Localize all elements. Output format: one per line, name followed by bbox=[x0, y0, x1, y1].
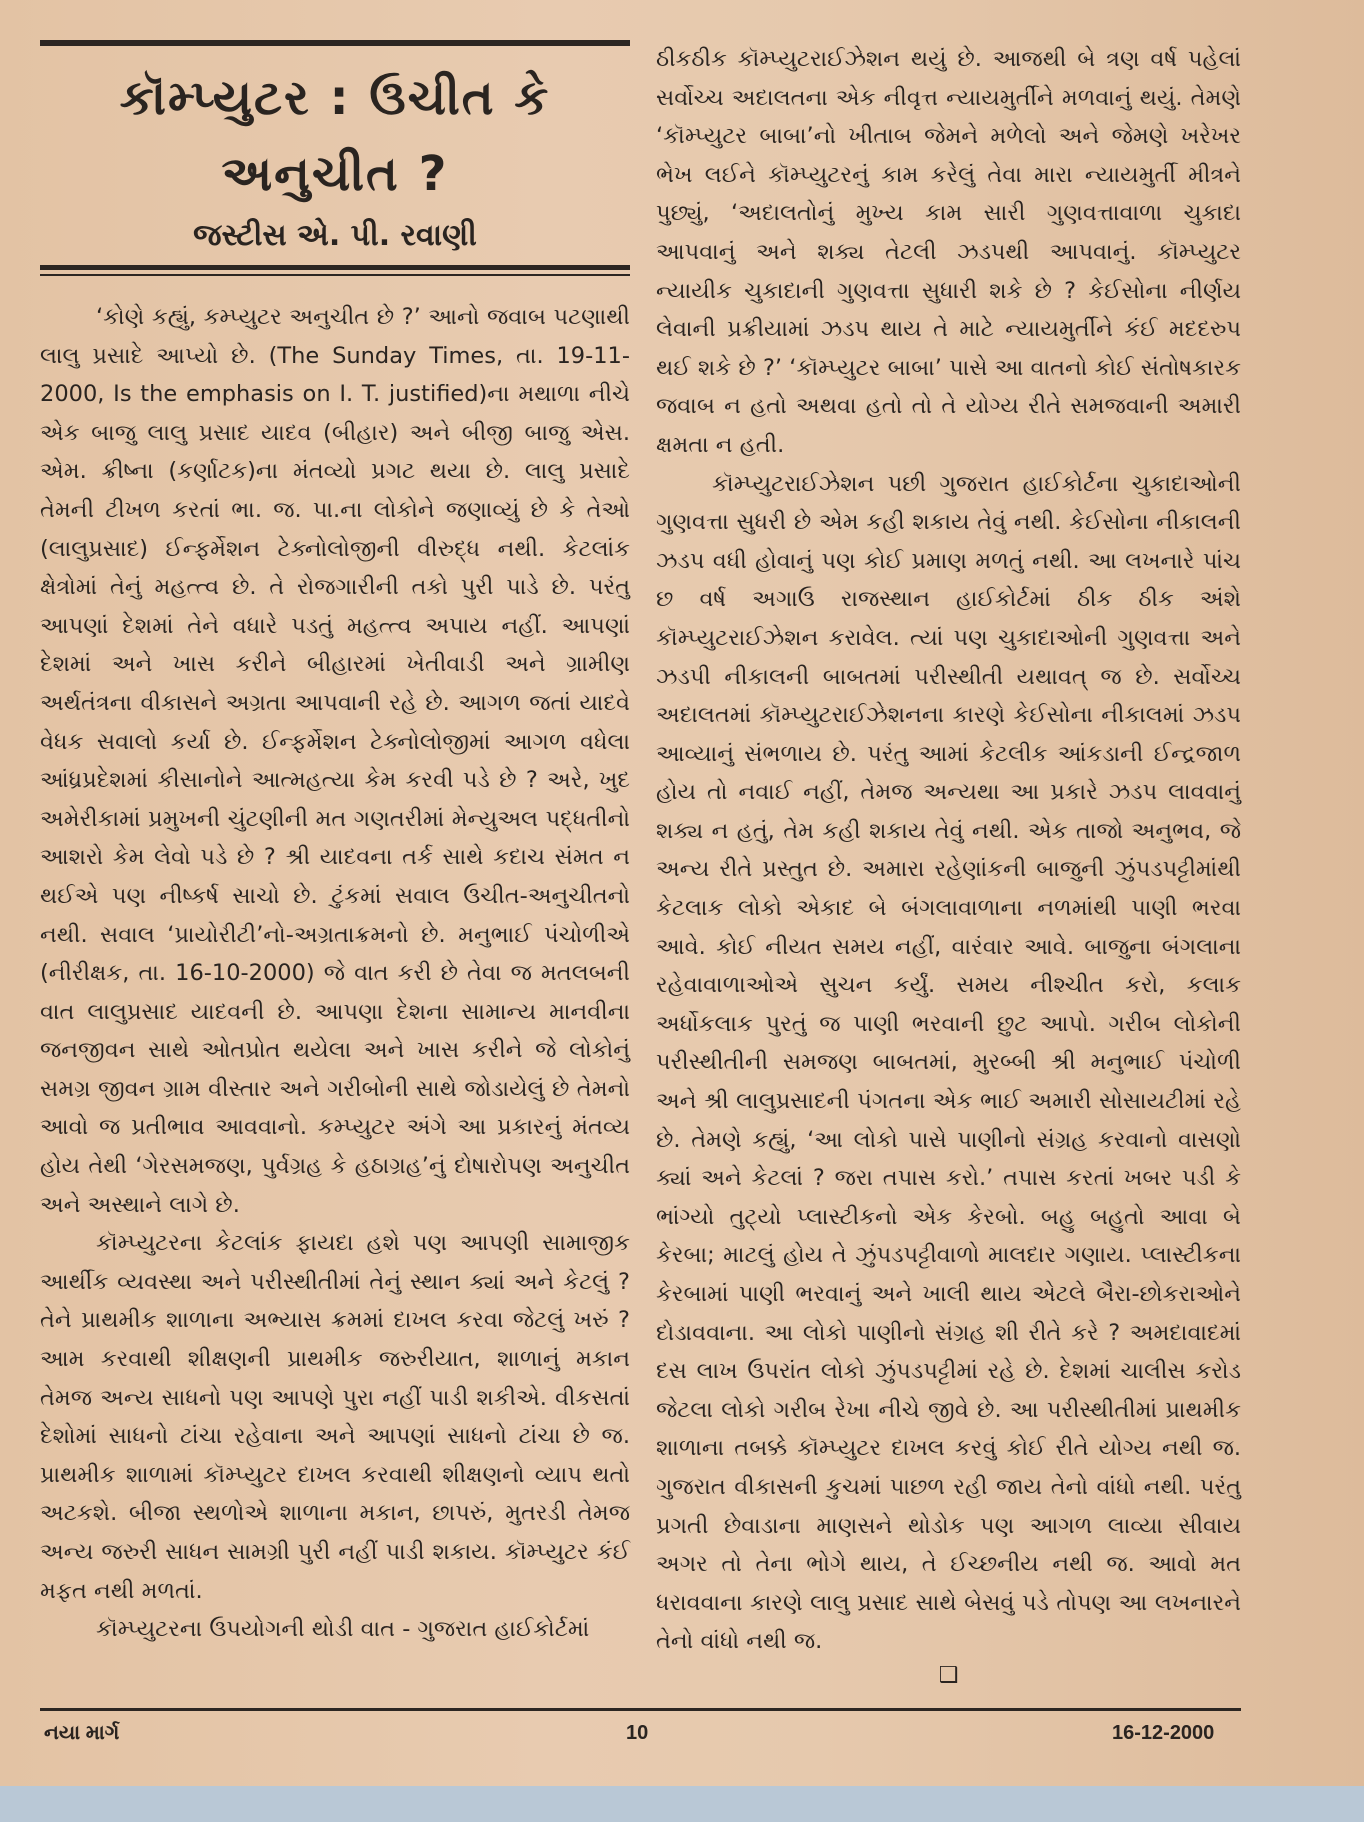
scan-bottom-band bbox=[0, 1786, 1364, 1822]
footer-page-number: 10 bbox=[626, 1722, 649, 1744]
author-rule-thick bbox=[40, 265, 630, 270]
footer-publication: નયા માર્ગ bbox=[44, 1722, 120, 1744]
article-title-line-1: કૉમ્પ્યુટર : ઉચીત કે bbox=[119, 70, 551, 126]
left-paragraph-3: કૉમ્પ્યુટરના ઉપયોગની થોડી વાત - ગુજરાત હાઈકોર્ટમાં bbox=[96, 1616, 590, 1643]
right-paragraph-2: કૉમ્પ્યુટરાઈઝેશન પછી ગુજરાત હાઈકોર્ટના ચુકાદાઓની ગુણવત્તા સુધરી છે એમ કહી શકાય તેવું નથી. કેઈસોના નીકાલની ઝડપ વધી હોવાનું પણ કોઈ પ્રમાણ મળતું નથી. આ લખનારે પાંચ છ વર્ષ અગાઉ રાજસ્થાન હાઈકોર્ટમાં ઠીક ઠીક અંશે કૉમ્પ્યુટરાઈઝેશન કરાવેલ. ત્યાં પણ ચુકાદાઓની ગુણવત્તા અને ઝડપી નીકાલની બાબતમાં પરીસ્થીતી યથાવત્ જ છે. સર્વોચ્ચ અદાલતમાં કૉમ્પ્યુટરાઈઝેશનના કારણે કેઈસોના નીકાલમાં ઝડપ આવ્યાનું સંભળાય છે. પરંતુ આમાં કેટલીક આંકડાની ઈન્દ્રજાળ હોય તો નવાઈ નહીં, તેમજ અન્યથા આ પ્રકારે ઝડપ લાવવાનું શક્ય ન હતું, તેમ કહી શકાય તેવું નથી. એક તાજો અનુભવ, જે અન્ય રીતે પ્રસ્તુત છે. અમારા રહેણાંકની બાજુની ઝુંપડપટ્ટીમાંથી કેટલાક લોકો એકાદ બે બંગલાવાળાના નળમાંથી પાણી ભરવા આવે. કોઈ નીયત સમય નહીં, વારંવાર આવે. બાજુના બંગલાના રહેવાવાળાઓએ સુચન કર્યું. સમય નીશ્ચીત કરો, કલાક અર્ધોકલાક પુરતું જ પાણી ભરવાની છુટ આપો. ગરીબ લોકોની પરીસ્થીતીની સમજણ બાબતમાં, મુરબ્બી શ્રી મનુભાઈ પંચોળી અને શ્રી લાલુપ્રસાદની પંગતના એક ભાઈ અમારી સોસાયટીમાં રહે છે. તેમણે કહ્યું, ‘આ લોકો પાસે પાણીનો સંગ્રહ કરવાનો વાસણો ક્યાં અને કેટલાં ? જરા તપાસ કરો.’ તપાસ કરતાં ખબર પડી કે ભાંગ્યો તુટ્યો પ્લાસ્ટીકનો એક કેરબો. બહુ બહુતો આવા બે કેરબા; માટલું હોય તે ઝુંપડપટ્ટીવાળો માલદાર ગણાય. પ્લાસ્ટીકના કેરબામાં પાણી ભરવાનું અને ખાલી થાય એટલે બૈરા-છોકરાઓને દોડાવવાના. આ લોકો પાણીનો સંગ્રહ શી રીતે કરે ? અમદાવાદમાં દસ લાખ ઉપરાંત લોકો ઝુંપડપટ્ટીમાં રહે છે. દેશમાં ચાલીસ કરોડ જેટલા લોકો ગરીબ રેખા નીચે જીવે છે. આ પરીસ્થીતીમાં પ્રાથમીક શાળાના તબક્કે કૉમ્પ્યુટર દાખલ કરવું કોઈ રીતે યોગ્ય નથી જ. ગુજરાત વીકાસની કુચમાં પાછળ રહી જાય તેનો વાંધો નથી. પરંતુ પ્રગતી છેવાડાના માણસને થોડોક પણ આગળ લાવ્યા સીવાય અગર તો તેના ભોગે થાય, તે ઈચ્છનીય નથી જ. આવો મત ધરાવવાના કારણે લાલુ પ્રસાદ સાથે બેસવું પડે તોપણ આ લખનારને તેનો વાંધો નથી જ. bbox=[656, 470, 1241, 1655]
left-paragraph-2: કૉમ્પ્યુટરના કેટલાંક ફાયદા હશે પણ આપણી સામાજીક આર્થીક વ્યવસ્થા અને પરીસ્થીતીમાં તેનું સ્થાન ક્યાં અને કેટલું ? તેને પ્રાથમીક શાળાના અભ્યાસ ક્રમમાં દાખલ કરવા જેટલું ખરું ? આમ કરવાથી શીક્ષણની પ્રાથમીક જરુરીયાત, શાળાનું મકાન તેમજ અન્ય સાધનો પણ આપણે પુરા નહીં પાડી શકીએ. વીકસતાં દેશોમાં સાધનો ટાંચા રહેવાના અને આપણાં સાધનો ટાંચા છે જ. પ્રાથમીક શાળામાં કૉમ્પ્યુટર દાખલ કરવાથી શીક્ષણનો વ્યાપ થતો અટકશે. બીજા સ્થળોએ શાળાના મકાન, છાપરું, મુતરડી તેમજ અન્ય જરુરી સાધન સામગ્રી પુરી નહીં પાડી શકાય. કૉમ્પ્યુટર કંઈ મફત નથી મળતાં. bbox=[40, 1230, 630, 1604]
right-paragraph-1: ઠીકઠીક કૉમ્પ્યુટરાઈઝેશન થયું છે. આજથી બે ત્રણ વર્ષ પહેલાં સર્વોચ્ચ અદાલતના એક નીવૃત્ત ન્યાયમુર્તીને મળવાનું થયું. તેમણે ‘કૉમ્પ્યુટર બાબા’નો ખીતાબ જેમને મળેલો અને જેમણે ખરેખર ભેખ લઈને કૉમ્પ્યુટરનું કામ કરેલું તેવા મારા ન્યાયમુર્તી મીત્રને પુછ્યું, ‘અદાલતોનું મુખ્ય કામ સારી ગુણવત્તાવાળા ચુકાદા આપવાનું અને શક્ય તેટલી ઝડપથી આપવાનું. કૉમ્પ્યુટર ન્યાયીક ચુકાદાની ગુણવત્તા સુધારી શકે છે ? કેઈસોના નીર્ણય લેવાની પ્રક્રીયામાં ઝડપ થાય તે માટે ન્યાયમુર્તીને કંઈ મદદરુપ થઈ શકે છે ?’ ‘કૉમ્પ્યુટર બાબા’ પાસે આ વાતનો કોઈ સંતોષકારક જવાબ ન હતો અથવા હતો તો તે યોગ્ય રીતે સમજવાની અમારી ક્ષમતા ન હતી. bbox=[656, 46, 1241, 458]
article-title-line-2: અનુચીત ? bbox=[221, 146, 449, 202]
article-end-mark: ❑ bbox=[938, 1662, 959, 1688]
author-rule-thin bbox=[40, 274, 630, 276]
footer-rule bbox=[40, 1708, 1241, 1711]
left-paragraph-1: ‘કોણે કહ્યું, કમ્પ્યુટર અનુચીત છે ?’ આનો જવાબ પટણાથી લાલુ પ્રસાદે આપ્યો છે. (The Sunday Times, તા. 19-11-2000, Is the emphasis on I. T. justified)ના મથાળા નીચે એક બાજુ લાલુ પ્રસાદ યાદવ (બીહાર) અને બીજી બાજુ એસ. એમ. ક્રીષ્ના (કર્ણાટક)ના મંતવ્યો પ્રગટ થયા છે. લાલુ પ્રસાદે તેમની ટીખળ કરતાં ભા. જ. પા.ના લોકોને જણાવ્યું છે કે તેઓ (લાલુપ્રસાદ) ઈન્ફર્મેશન ટેક્નોલોજીની વીરુદ્ધ નથી. કેટલાંક ક્ષેત્રોમાં તેનું મહત્ત્વ છે. તે રોજગારીની તકો પુરી પાડે છે. પરંતુ આપણાં દેશમાં તેને વધારે પડતું મહત્ત્વ અપાય નહીં. આપણાં દેશમાં અને ખાસ કરીને બીહારમાં ખેતીવાડી અને ગ્રામીણ અર્થતંત્રના વીકાસને અગ્રતા આપવાની રહે છે. આગળ જતાં યાદવે વેધક સવાલો કર્યા છે. ઈન્ફર્મેશન ટેક્નોલોજીમાં આગળ વધેલા આંધ્રપ્રદેશમાં કીસાનોને આત્મહત્યા કેમ કરવી પડે છે ? અરે, ખુદ અમેરીકામાં પ્રમુખની ચુંટણીની મત ગણતરીમાં મેન્યુઅલ પદ્ધતીનો આશરો કેમ લેવો પડે છે ? શ્રી યાદવના તર્ક સાથે કદાચ સંમત ન થઈએ પણ નીષ્કર્ષ સાચો છે. ટુંકમાં સવાલ ઉચીત-અનુચીતનો નથી. સવાલ ‘પ્રાયોરીટી’નો-અગ્રતાક્રમનો છે. મનુભાઈ પંચોળીએ (નીરીક્ષક, તા. 16-10-2000) જે વાત કરી છે તેવા જ મતલબની વાત લાલુપ્રસાદ યાદવની છે. આપણા દેશના સામાન્ય માનવીના જનજીવન સાથે ઓતપ્રોત થયેલા અને ખાસ કરીને જે લોકોનું સમગ્ર જીવન ગ્રામ વીસ્તાર અને ગરીબોની સાથે જોડાયેલું છે તેમનો આવો જ પ્રતીભાવ આવવાનો. કમ્પ્યુટર અંગે આ પ્રકારનું મંતવ્ય હોય તેથી ‘ગેરસમજણ, પુર્વગ્રહ કે હઠાગ્રહ’નું દોષારોપણ અનુચીત અને અસ્થાને લાગે છે. bbox=[40, 304, 630, 1218]
footer-date: 16-12-2000 bbox=[1112, 1722, 1215, 1744]
left-column bbox=[40, 40, 630, 1649]
article-author: જસ્ટીસ એ. પી. રવાણી bbox=[193, 218, 477, 253]
right-column bbox=[656, 40, 1241, 1688]
title-top-rule bbox=[40, 40, 630, 46]
